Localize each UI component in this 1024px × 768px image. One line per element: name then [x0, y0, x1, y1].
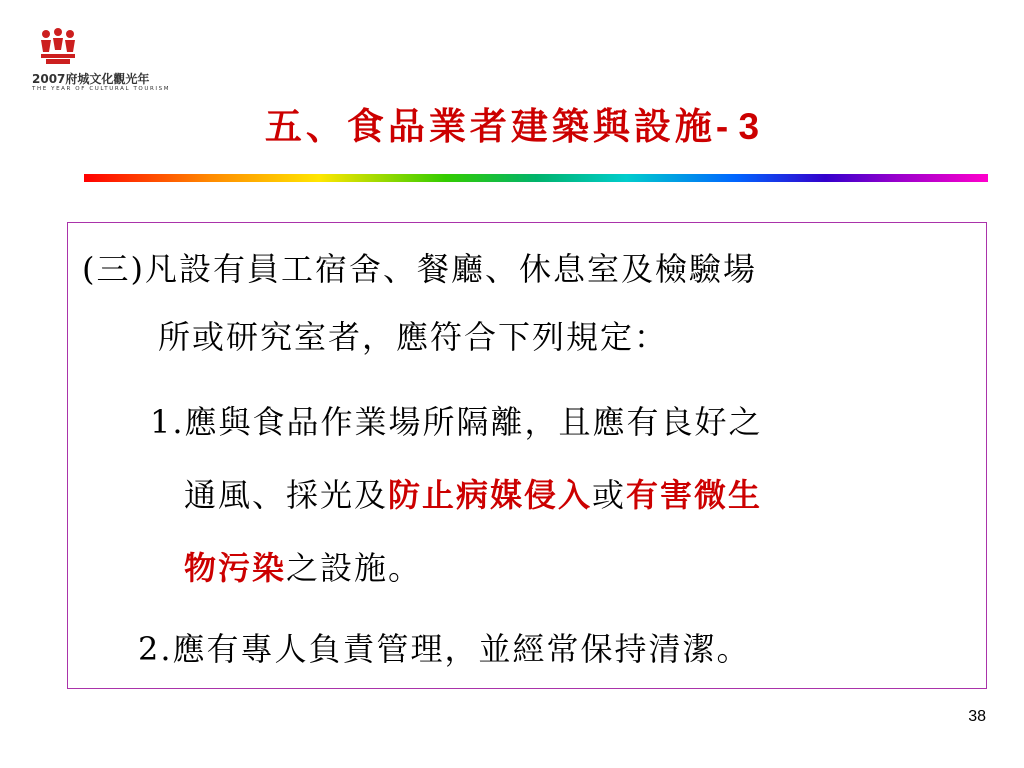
line-4-text-c: 或	[592, 476, 627, 514]
highlight-pest-prevention: 防止病媒侵入	[388, 476, 593, 514]
highlight-microbe-part2: 物污染	[184, 549, 287, 587]
content-line-2: 所或研究室者，應符合下列規定：	[158, 318, 669, 356]
logo-subtitle: THE YEAR OF CULTURAL TOURISM	[32, 86, 171, 92]
content-line-4	[184, 470, 762, 516]
logo-title: 2007府城文化觀光年	[32, 72, 150, 86]
content-line-5	[184, 543, 422, 589]
slide-title-suffix: - 3	[715, 106, 760, 147]
line-4-text-a: 通風、採光及	[184, 476, 389, 514]
line-5-text-b: 之設施。	[286, 549, 423, 587]
page-number: 38	[968, 708, 986, 725]
content-box	[67, 222, 987, 689]
logo-icon	[38, 26, 78, 66]
content-line-3: 1.應與食品作業場所隔離，且應有良好之	[150, 403, 763, 441]
content-line-6: 2.應有專人負責管理，並經常保持清潔。	[138, 630, 751, 668]
slide-title-main: 五、食品業者建築與設施	[264, 104, 716, 148]
highlight-microbe-part1: 有害微生	[626, 476, 763, 514]
slide-title	[0, 96, 1024, 150]
content-line-1: (三)凡設有員工宿舍、餐廳、休息室及檢驗場	[82, 250, 757, 288]
logo	[24, 26, 174, 96]
rainbow-divider	[84, 174, 988, 182]
